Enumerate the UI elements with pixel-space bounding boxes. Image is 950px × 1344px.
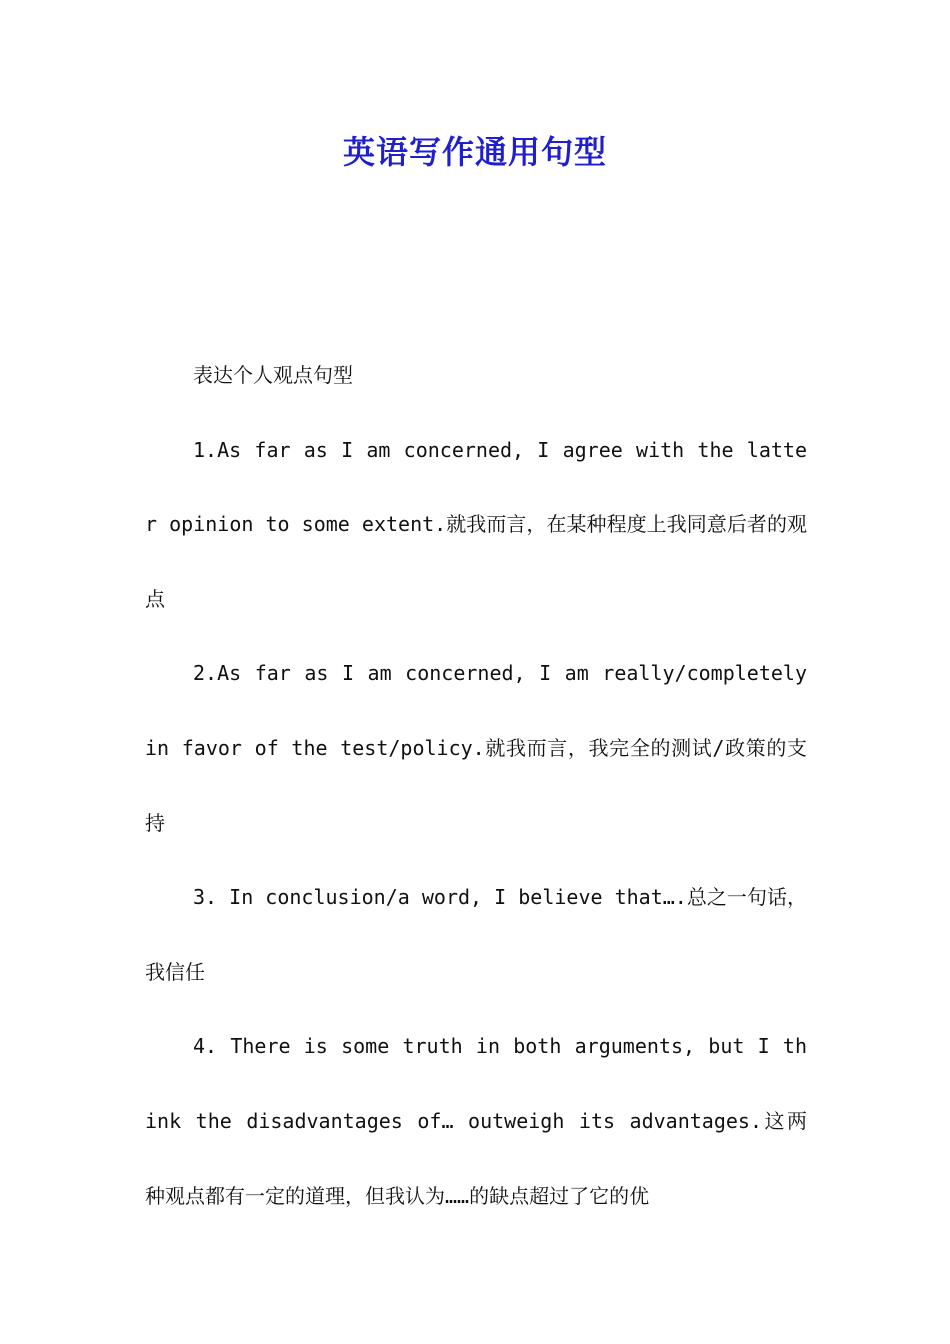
document-body [145, 338, 807, 1233]
paragraph-2: 2.As far as I am concerned, I am really/completely in favor of the test/policy.就我而言，我完全的测试/政策的支持 [145, 661, 807, 835]
paragraph-4: 4. There is some truth in both arguments, but I think the disadvantages of… outweigh its advantages.这两种观点都有一定的道理，但我认为……的缺点超过了它的优 [145, 1034, 807, 1208]
document-title: 英语写作通用句型 [342, 133, 607, 171]
paragraph-1: 1.As far as I am concerned, I agree with the latter opinion to some extent.就我而言，在某种程度上我同意后者的观点 [145, 437, 807, 611]
section-heading: 表达个人观点句型 [193, 363, 353, 387]
paragraph-3: 3. In conclusion/a word, I believe that….总之一句话，我信任 [145, 885, 807, 984]
